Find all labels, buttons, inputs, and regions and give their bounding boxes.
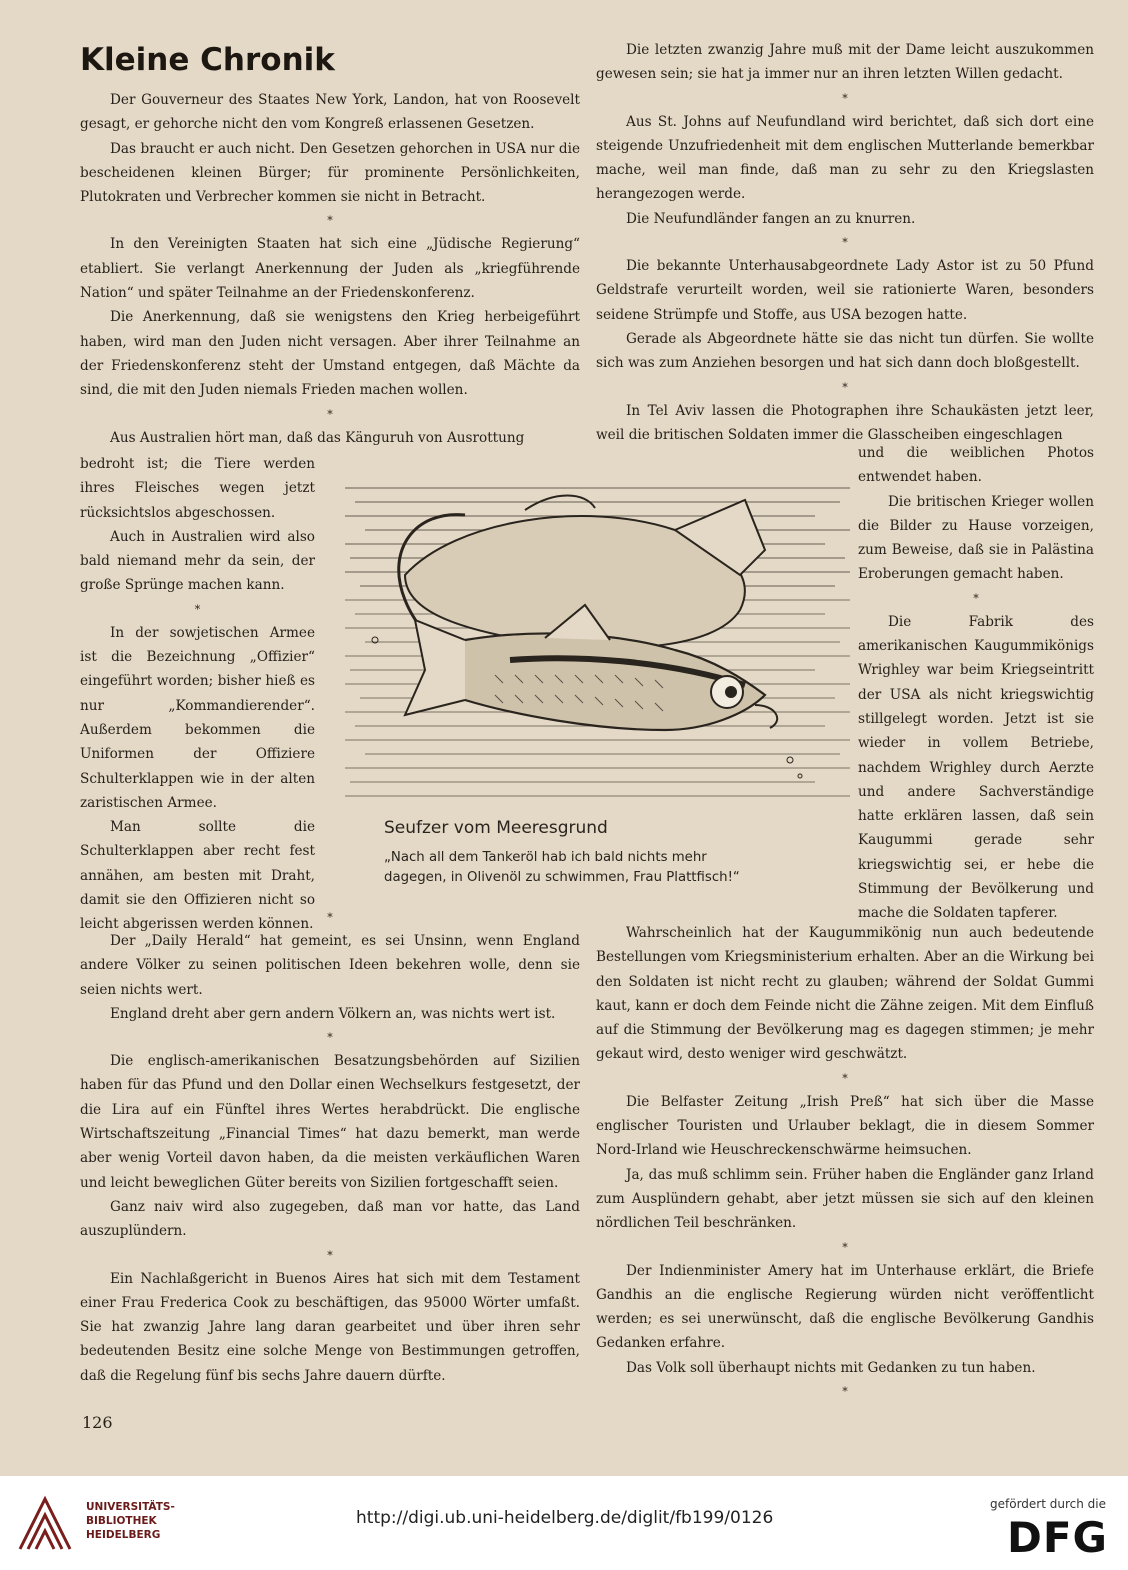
- permalink-url[interactable]: http://digi.ub.uni-heidelberg.de/diglit/fb199/0126: [356, 1508, 774, 1528]
- article-paragraph: In Tel Aviv lassen die Photographen ihre Schaukästen jetzt leer, weil die britischen Soldaten immer die Glasscheiben eingeschlagen: [596, 402, 1094, 443]
- library-name: [86, 1500, 175, 1542]
- article-paragraph: In den Vereinigten Staaten hat sich eine „Jüdische Regierung“ etabliert. Sie verlangt Anerkennung der Juden als „kriegführende Nation“ und später Teilnahme an der Friedenskonferenz.: [80, 236, 580, 302]
- article-paragraph: Das braucht er auch nicht. Den Gesetzen gehorchen in USA nur die bescheidenen kleinen Bürger; für prominente Persönlichkeiten, Plutokraten und Verbrecher kommen sie nicht in Betracht.: [80, 140, 580, 206]
- article-paragraph: Der Gouverneur des Staates New York, Landon, hat von Roosevelt gesagt, er gehorche nicht den vom Kongreß erlassenen Gesetzen.: [80, 92, 580, 133]
- article-paragraph: Die bekannte Unterhausabgeordnete Lady Astor ist zu 50 Pfund Geldstrafe verurteilt worden, weil sie rationierte Waren, besonders seidene Strümpfe und Stoffe, aus USA bezogen hatte.: [596, 258, 1094, 323]
- illustration-caption-title: Seufzer vom Meeresgrund: [384, 818, 608, 838]
- article-paragraph: Wahrscheinlich hat der Kaugummikönig nun auch bedeutende Bestellungen vom Kriegsministerium erhalten. Aber an die Wirkung bei den Soldaten ist nicht recht zu glauben; während der Soldat Gummi kaut, kann er doch dem Feinde nicht die Zähne zeigen. Mit dem Einfluß auf die Stimmung der Bevölkerung mag es dagegen stimmen; je mehr gekaut wird, desto weniger wird geschwätzt.: [596, 925, 1094, 1063]
- section-separator: *: [327, 407, 333, 421]
- illustration-caption-text: [384, 848, 814, 888]
- article-paragraph: England dreht aber gern andern Völkern an, was nichts wert ist.: [110, 1005, 556, 1022]
- caption-line: „Nach all dem Tankeröl hab ich bald nichts mehr: [384, 850, 707, 865]
- section-separator: *: [327, 911, 333, 924]
- article-paragraph: Die Neufundländer fangen an zu knurren.: [626, 210, 916, 227]
- section-separator: *: [327, 1248, 333, 1262]
- article-paragraph: Die Fabrik des amerikanischen Kaugummikönigs Wrighley war beim Kriegseintritt der USA als nicht kriegswichtig stillgelegt worden. Jetzt ist sie wieder in vollem Betriebe, nachdem Wrighley durch Aerzte und andere Sachverständige hatte erklären lassen, daß sein Kaugummi gerade sehr kriegswichtig sei, er hebe die Stimmung der Bevölkerung und mache die Soldaten tapferer.: [858, 613, 1094, 922]
- column-left-narrow: [80, 452, 315, 937]
- column-right-narrow: [858, 441, 1094, 926]
- library-name-line: HEIDELBERG: [86, 1529, 161, 1541]
- article-paragraph: Der „Daily Herald“ hat gemeint, es sei Unsinn, wenn England andere Völker zu seinen politischen Ideen bekehren wolle, denn sie seien nichts wert.: [80, 933, 580, 998]
- article-paragraph: Ein Nachlaßgericht in Buenos Aires hat sich mit dem Testament einer Frau Frederica Cook zu beschäftigen, das 95000 Wörter umfaßt. Sie hat zwanzig Jahre lang daran gearbeitet und über ihren sehr bedeutenden Besitz eine solche Menge von Bestimmungen getroffen, daß die Regelung fünf bis sechs Jahre dauern dürfte.: [80, 1270, 580, 1384]
- section-separator: *: [842, 91, 848, 105]
- article-paragraph: und die weiblichen Photos entwendet haben.: [858, 445, 1094, 486]
- article-paragraph: Die englisch-amerikanischen Besatzungsbehörden auf Sizilien haben für das Pfund und den Dollar einen Wechselkurs festgesetzt, der die Lira auf ein Fünftel ihres Wertes herabdrückt. Die englische Wirtschaftszeitung „Financial Times“ hat dazu bemerkt, man werde aber wenig Vorteil davon haben, da die meisten verkäuflichen Waren und leicht beweglichen Güter bereits von Sizilien fortgeschafft seien.: [80, 1053, 580, 1191]
- viewer-footer: [0, 1476, 1128, 1570]
- column-left-bottom: [80, 906, 580, 1388]
- dfg-logo: DFG: [1006, 1513, 1108, 1562]
- article-paragraph: Auch in Australien wird also bald niemand mehr da sein, der große Sprünge machen kann.: [80, 528, 315, 594]
- library-name-line: UNIVERSITÄTS-: [86, 1501, 175, 1513]
- article-paragraph: bedroht ist; die Tiere werden ihres Fleisches wegen jetzt rücksichtslos abgeschossen.: [80, 456, 315, 521]
- article-paragraph: Die letzten zwanzig Jahre muß mit der Dame leicht auszukommen gewesen sein; sie hat ja immer nur an ihren letzten Willen gedacht.: [596, 42, 1094, 83]
- article-paragraph: Der Indienminister Amery hat im Unterhause erklärt, die Briefe Gandhis an die englische Regierung würden nicht veröffentlicht werden; es sei unerwünscht, daß die englische Bevölkerung Gandhis Gedanken erfahre.: [596, 1262, 1094, 1352]
- article-paragraph: In der sowjetischen Armee ist die Bezeichnung „Offizier“ eingeführt worden; bisher hieß es nur „Kommandierender“. Außerdem bekommen die Uniformen der Offiziere Schulterklappen wie in der alten zaristischen Armee.: [80, 624, 315, 811]
- article-paragraph: Die Belfaster Zeitung „Irish Preß“ hat sich über die Masse englischer Touristen und Urlauber beklagt, die in diesem Sommer Nord-Irland wie Heuschreckenschwärme heimsuchen.: [596, 1093, 1094, 1159]
- column-right-top: [596, 38, 1094, 447]
- section-separator: *: [842, 380, 848, 394]
- article-paragraph: Ja, das muß schlimm sein. Früher haben die Engländer ganz Irland zum Ausplündern gehabt, aber jetzt müssen sie sich auf den kleinen nördlichen Teil beschränken.: [596, 1166, 1094, 1232]
- article-paragraph: Aus Australien hört man, daß das Känguruh von Ausrottung: [110, 429, 525, 446]
- section-separator: *: [842, 1240, 848, 1254]
- article-paragraph: Die britischen Krieger wollen die Bilder zu Hause vorzeigen, zum Beweise, daß sie in Palästina Eroberungen gemacht haben.: [858, 493, 1094, 583]
- section-separator: *: [327, 214, 333, 228]
- article-paragraph: Gerade als Abgeordnete hätte sie das nicht tun dürfen. Sie wollte sich was zum Anziehen besorgen und hat sich dann doch bloßgestellt.: [596, 330, 1094, 372]
- section-separator: *: [842, 1071, 848, 1085]
- section-separator: *: [842, 236, 848, 250]
- funding-note: gefördert durch die: [990, 1497, 1106, 1511]
- page-heading: Kleine Chronik: [80, 42, 335, 78]
- page-number: 126: [82, 1413, 113, 1432]
- caption-line: dagegen, in Olivenöl zu schwimmen, Frau Plattfisch!“: [384, 870, 740, 885]
- library-name-line: BIBLIOTHEK: [86, 1515, 157, 1527]
- column-left-top: [80, 88, 580, 450]
- column-right-bottom: [596, 921, 1094, 1403]
- fish-illustration: [345, 480, 850, 805]
- article-paragraph: Aus St. Johns auf Neufundland wird berichtet, daß sich dort eine steigende Unzufriedenheit mit dem englischen Mutterlande bemerkbar mache, weil man finde, daß man zu sehr zu den Kriegslasten herangezogen werde.: [596, 113, 1094, 203]
- section-separator: *: [842, 1385, 848, 1399]
- article-paragraph: Ganz naiv wird also zugegeben, daß man vor hatte, das Land auszuplündern.: [80, 1198, 580, 1240]
- section-separator: *: [327, 1031, 333, 1045]
- section-separator: *: [194, 602, 201, 616]
- section-separator: *: [973, 591, 979, 605]
- article-paragraph: Das Volk soll überhaupt nichts mit Gedanken zu tun haben.: [626, 1359, 1036, 1376]
- library-logo-icon: [14, 1493, 76, 1555]
- article-paragraph: Man sollte die Schulterklappen aber recht fest annähen, am besten mit Draht, damit sie den Offizieren nicht so leicht abgerissen werden können.: [80, 819, 315, 933]
- article-paragraph: Die Anerkennung, daß sie wenigstens den Krieg herbeigeführt haben, wird man den Juden nicht versagen. Aber ihrer Teilnahme an der Friedenskonferenz steht der Umstand entgegen, daß Mächte da sind, die mit den Juden niemals Frieden machen wollen.: [80, 309, 580, 399]
